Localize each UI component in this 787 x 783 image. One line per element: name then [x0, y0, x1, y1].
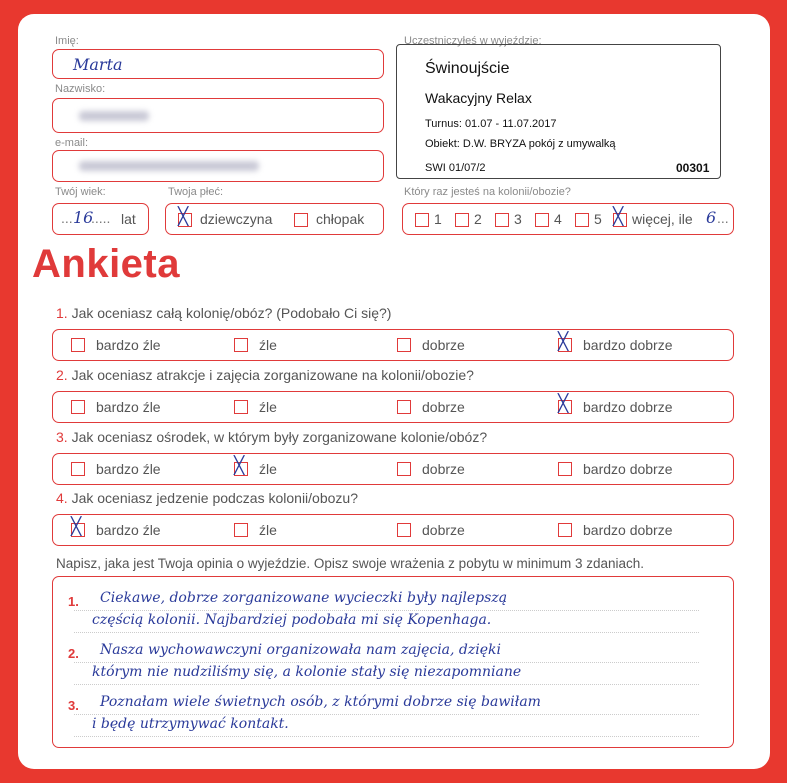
opinion-rule	[74, 684, 699, 685]
question-label: Jak oceniasz całą kolonię/obóz? (Podobało Ci się?)	[71, 305, 392, 321]
opinion-line: Ciekawe, dobrze zorganizowane wycieczki były najlepszą	[100, 590, 508, 606]
rating-checkbox[interactable]	[397, 400, 411, 414]
name-field[interactable]	[52, 49, 384, 79]
trip-program: Wakacyjny Relax	[425, 90, 532, 106]
opinion-line: i będę utrzymywać kontakt.	[92, 716, 289, 732]
opinion-rule	[74, 714, 699, 715]
times-more-value: 6	[706, 208, 717, 227]
opinion-line: którym nie nudziliśmy się, a kolonie stały się niezapomniane	[92, 664, 522, 680]
times-more-checkbox[interactable]	[613, 207, 627, 227]
question-2-text	[56, 367, 474, 383]
rating-checkbox[interactable]	[234, 400, 248, 414]
question-4-options	[52, 514, 734, 546]
times-field	[402, 203, 734, 235]
rating-label: bardzo dobrze	[583, 461, 673, 477]
times-3-label: 3	[514, 211, 522, 227]
check-mark-icon: ╳	[613, 207, 624, 227]
rating-label: bardzo dobrze	[583, 522, 673, 538]
rating-checkbox[interactable]	[234, 338, 248, 352]
gender-field	[165, 203, 384, 235]
times-3-checkbox[interactable]	[495, 213, 509, 227]
email-label: e-mail:	[55, 137, 89, 149]
gender-male-checkbox[interactable]	[294, 213, 308, 227]
rating-checkbox[interactable]	[397, 523, 411, 537]
question-4-text	[56, 490, 358, 506]
rating-checkbox[interactable]	[71, 338, 85, 352]
rating-label: bardzo źle	[96, 461, 161, 477]
surname-field[interactable]	[52, 98, 384, 133]
times-1-label: 1	[434, 211, 442, 227]
opinion-number: 2.	[68, 646, 79, 661]
opinion-rule	[74, 632, 699, 633]
question-number: 2.	[56, 367, 72, 383]
rating-label: bardzo dobrze	[583, 399, 673, 415]
trip-turnus: Turnus: 01.07 - 11.07.2017	[425, 118, 557, 130]
age-label: Twój wiek:	[55, 186, 106, 198]
rating-checkbox[interactable]	[71, 400, 85, 414]
question-label: Jak oceniasz jedzenie podczas kolonii/obozu?	[71, 490, 358, 506]
times-label: Który raz jesteś na kolonii/obozie?	[404, 186, 571, 198]
rating-checkbox[interactable]	[397, 338, 411, 352]
times-dots: ...	[717, 210, 729, 226]
opinion-line: Nasza wychowawczyni organizowała nam zajęcia, dzięki	[100, 642, 501, 658]
rating-checkbox[interactable]	[71, 462, 85, 476]
age-dots-right: .....	[91, 210, 111, 226]
opinion-rule	[74, 662, 699, 663]
rating-checkbox[interactable]	[234, 523, 248, 537]
check-mark-icon: ╳	[178, 207, 189, 227]
opinion-rule	[74, 736, 699, 737]
trip-city: Świnoujście	[425, 60, 510, 77]
rating-checkbox[interactable]	[558, 523, 572, 537]
rating-label: źle	[259, 399, 277, 415]
times-2-label: 2	[474, 211, 482, 227]
times-4-checkbox[interactable]	[535, 213, 549, 227]
gender-male-label: chłopak	[316, 211, 365, 227]
trip-obiekt: Obiekt: D.W. BRYZA pokój z umywalką	[425, 138, 616, 150]
question-number: 1.	[56, 305, 72, 321]
rating-label: bardzo dobrze	[583, 337, 673, 353]
rating-label: źle	[259, 461, 277, 477]
gender-female-checkbox[interactable]	[178, 207, 192, 227]
question-2-options	[52, 391, 734, 423]
rating-checkbox[interactable]	[71, 517, 85, 537]
rating-label: źle	[259, 522, 277, 538]
surname-label: Nazwisko:	[55, 83, 106, 95]
question-1-options	[52, 329, 734, 361]
rating-label: dobrze	[422, 461, 465, 477]
opinion-number: 3.	[68, 698, 79, 713]
email-redacted	[79, 161, 259, 171]
age-value: 16	[73, 208, 94, 227]
rating-label: bardzo źle	[96, 337, 161, 353]
name-value: Marta	[73, 55, 123, 74]
age-unit: lat	[121, 211, 136, 227]
question-number: 4.	[56, 490, 72, 506]
rating-label: bardzo źle	[96, 399, 161, 415]
opinion-rule	[74, 610, 699, 611]
times-5-label: 5	[594, 211, 602, 227]
check-mark-icon: ╳	[71, 517, 82, 537]
check-mark-icon: ╳	[558, 394, 569, 414]
question-1-text	[56, 305, 391, 321]
rating-checkbox[interactable]	[397, 462, 411, 476]
check-mark-icon: ╳	[234, 456, 245, 476]
rating-checkbox[interactable]	[558, 332, 572, 352]
check-mark-icon: ╳	[558, 332, 569, 352]
trip-code: SWI 01/07/2	[425, 162, 486, 174]
times-2-checkbox[interactable]	[455, 213, 469, 227]
trip-label: Uczestniczyłeś w wyjeździe:	[404, 35, 542, 47]
rating-label: bardzo źle	[96, 522, 161, 538]
times-5-checkbox[interactable]	[575, 213, 589, 227]
gender-female-label: dziewczyna	[200, 211, 273, 227]
rating-label: dobrze	[422, 522, 465, 538]
question-label: Jak oceniasz ośrodek, w którym były zorganizowane kolonie/obóz?	[71, 429, 488, 445]
rating-label: źle	[259, 337, 277, 353]
trip-card	[396, 44, 721, 179]
surname-redacted	[79, 111, 149, 121]
email-field[interactable]	[52, 150, 384, 182]
rating-label: dobrze	[422, 337, 465, 353]
question-3-text	[56, 429, 487, 445]
question-label: Jak oceniasz atrakcje i zajęcia zorganizowane na kolonii/obozie?	[71, 367, 474, 383]
survey-title: Ankieta	[32, 242, 180, 286]
rating-checkbox[interactable]	[558, 394, 572, 414]
opinion-prompt: Napisz, jaka jest Twoja opinia o wyjeździe. Opisz swoje wrażenia z pobytu w minimum 3 zdaniach.	[56, 556, 645, 571]
opinion-line: częścią kolonii. Najbardziej podobała mi się Kopenhaga.	[92, 612, 492, 628]
times-4-label: 4	[554, 211, 562, 227]
opinion-number: 1.	[68, 594, 79, 609]
times-more-label: więcej, ile	[632, 211, 693, 227]
question-number: 3.	[56, 429, 72, 445]
trip-number: 00301	[676, 161, 710, 175]
rating-checkbox[interactable]	[234, 456, 248, 476]
age-field[interactable]	[52, 203, 149, 235]
gender-label: Twoja płeć:	[168, 186, 224, 198]
rating-label: dobrze	[422, 399, 465, 415]
name-label: Imię:	[55, 35, 79, 47]
question-3-options	[52, 453, 734, 485]
opinion-line: Poznałam wiele świetnych osób, z którymi dobrze się bawiłam	[100, 694, 541, 710]
age-dots-left: ...	[61, 210, 73, 226]
times-1-checkbox[interactable]	[415, 213, 429, 227]
rating-checkbox[interactable]	[558, 462, 572, 476]
